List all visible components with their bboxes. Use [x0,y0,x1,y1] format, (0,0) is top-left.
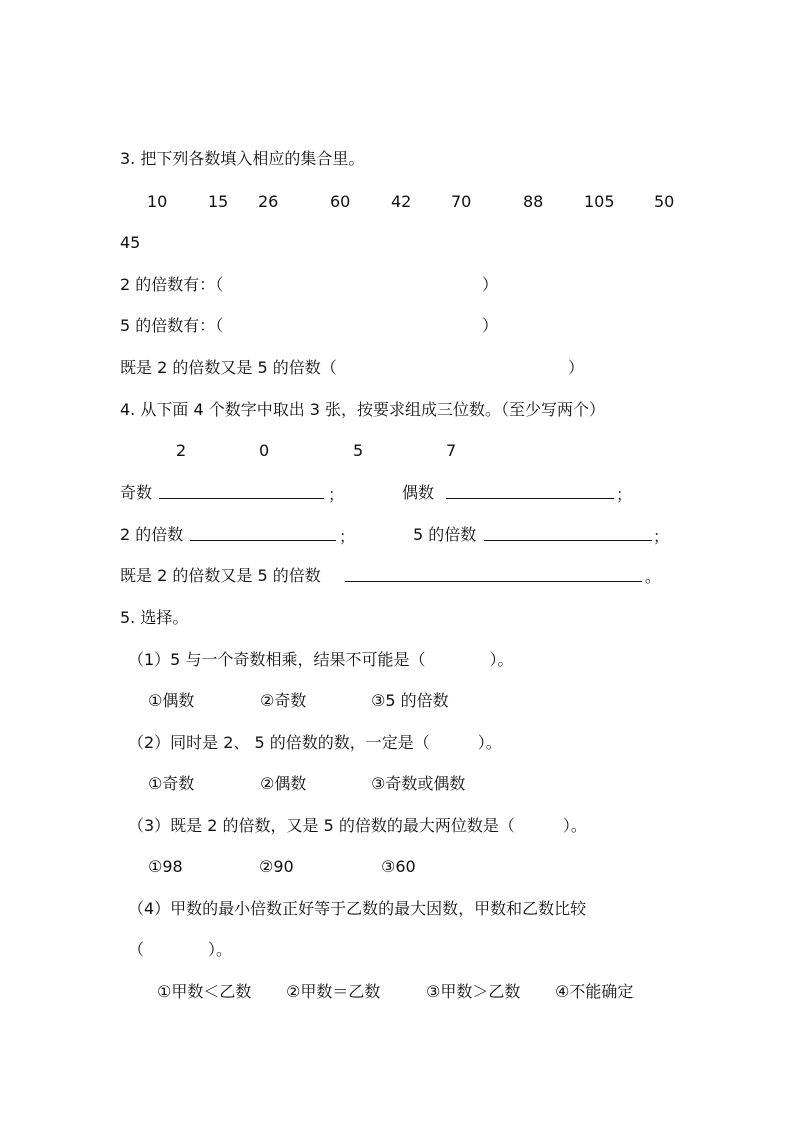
option[interactable]: ③奇数或偶数 [371,774,466,793]
q5-item-2-stem: （2）同时是 2、 5 的倍数的数，一定是（ ）。 [128,733,502,752]
option[interactable]: ④不能确定 [555,982,634,1001]
both-label: 既是 2 的倍数又是 5 的倍数 [120,566,321,585]
number-item: 50 [654,192,675,211]
set-bracket-close: ） [568,358,585,377]
mult2-answer-blank[interactable] [190,524,336,541]
q5-item-3-stem: （3）既是 2 的倍数，又是 5 的倍数的最大两位数是（ ）。 [128,816,587,835]
number-item: 60 [330,192,351,211]
semicolon: ； [328,485,345,504]
digit-card: 5 [353,441,364,460]
mult2-label: 2 的倍数 [120,525,184,544]
option[interactable]: ①偶数 [148,691,195,710]
number-item: 10 [147,192,168,211]
period: 。 [645,567,662,586]
option[interactable]: ①奇数 [148,774,195,793]
option[interactable]: ③60 [381,857,416,876]
digit-card: 2 [176,441,187,460]
option[interactable]: ③5 的倍数 [371,691,449,710]
semicolon: ； [616,485,633,504]
number-item: 45 [120,233,141,252]
digit-card: 7 [446,441,457,460]
option[interactable]: ②甲数＝乙数 [286,982,381,1001]
option[interactable]: ③甲数＞乙数 [426,982,521,1001]
semicolon: ； [653,527,670,546]
set-label: 2 的倍数有：（ [120,275,224,294]
option[interactable]: ①98 [148,857,183,876]
set-label: 5 的倍数有：（ [120,316,224,335]
set-label: 既是 2 的倍数又是 5 的倍数（ [120,358,337,377]
q4-title: 4. 从下面 4 个数字中取出 3 张，按要求组成三位数。（至少写两个） [120,400,606,419]
number-item: 26 [258,192,279,211]
even-label: 偶数 [402,483,435,502]
semicolon: ； [339,527,356,546]
odd-answer-blank[interactable] [159,482,324,499]
option[interactable]: ②奇数 [260,691,307,710]
even-answer-blank[interactable] [446,482,614,499]
option[interactable]: ②90 [259,857,294,876]
number-item: 105 [584,192,615,211]
q5-item-4-stem: （4）甲数的最小倍数正好等于乙数的最大因数，甲数和乙数比较 [128,899,587,918]
number-item: 88 [523,192,544,211]
set-bracket-close: ） [482,316,499,335]
option[interactable]: ①甲数＜乙数 [157,982,252,1001]
q5-item-4-stem-cont: （ ）。 [128,940,233,959]
q5-title: 5. 选择。 [120,608,189,627]
number-item: 15 [208,192,229,211]
set-bracket-close: ） [482,275,499,294]
option[interactable]: ②偶数 [260,774,307,793]
digit-card: 0 [259,441,270,460]
number-item: 70 [451,192,472,211]
q5-item-1-stem: （1）5 与一个奇数相乘，结果不可能是（ ）。 [128,650,514,669]
mult5-answer-blank[interactable] [484,524,652,541]
q3-title: 3. 把下列各数填入相应的集合里。 [120,149,365,168]
mult5-label: 5 的倍数 [413,525,477,544]
number-item: 42 [391,192,412,211]
odd-label: 奇数 [120,483,153,502]
both-answer-blank[interactable] [345,565,642,582]
